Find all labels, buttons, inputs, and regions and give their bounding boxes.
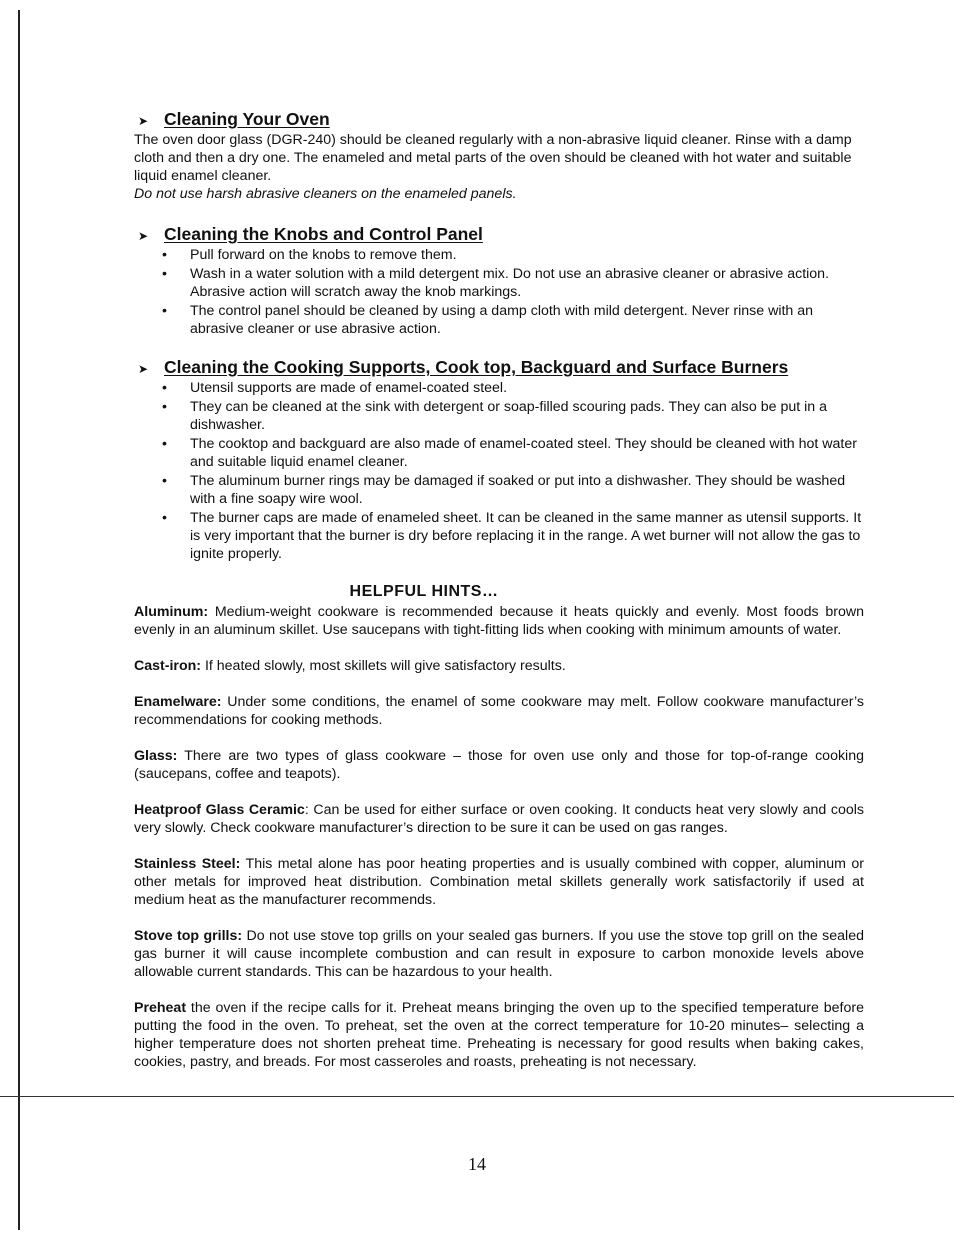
scan-horizontal-line: [0, 1096, 954, 1097]
hint-label: Cast-iron:: [134, 658, 201, 674]
section-heading: [134, 225, 864, 245]
section-cleaning-supports: [134, 358, 864, 563]
list-item-text: Utensil supports are made of enamel-coated steel.: [190, 380, 508, 396]
list-item: [134, 509, 864, 563]
list-item: [134, 246, 864, 264]
list-item: [134, 302, 864, 338]
section-title: Cleaning the Knobs and Control Panel: [164, 224, 483, 244]
hint-heatproof-glass-ceramic: [134, 801, 864, 837]
hint-text: Under some conditions, the enamel of some cookware may melt. Follow cookware manufacturer’s recommendations for cooking methods.: [134, 694, 864, 728]
section-heading: [134, 110, 864, 130]
section-cleaning-knobs: [134, 225, 864, 338]
list-item-text: The burner caps are made of enameled sheet. It can be cleaned in the same manner as utensil supports. It is very important that the burner is dry before replacing it in the range. A wet burner will not allow the gas to ignite properly.: [190, 510, 862, 562]
page-content: [134, 110, 864, 1089]
hint-stainless-steel: [134, 855, 864, 909]
hint-text: If heated slowly, most skillets will give satisfactory results.: [201, 658, 566, 674]
bullet-icon: •: [162, 303, 167, 319]
hint-aluminum: [134, 603, 864, 639]
hint-text: There are two types of glass cookware – those for oven use only and those for top-of-range cooking (saucepans, coffee and teapots).: [134, 748, 864, 782]
bullet-icon: •: [162, 510, 167, 526]
list-item: [134, 398, 864, 434]
hint-preheat: [134, 999, 864, 1071]
bullet-list: [134, 379, 864, 563]
arrow-bullet-icon: ➤: [138, 229, 149, 243]
list-item: [134, 379, 864, 397]
hint-enamelware: [134, 693, 864, 729]
bullet-list: [134, 246, 864, 338]
section-cleaning-oven: [134, 110, 864, 203]
section-heading: [134, 358, 864, 378]
hint-glass: [134, 747, 864, 783]
bullet-icon: •: [162, 399, 167, 415]
list-item-text: Wash in a water solution with a mild detergent mix. Do not use an abrasive cleaner or abrasive action. Abrasive action will scratch away the knob markings.: [190, 266, 830, 300]
arrow-bullet-icon: ➤: [138, 114, 149, 128]
paragraph: The oven door glass (DGR-240) should be cleaned regularly with a non-abrasive liquid cleaner. Rinse with a damp cloth and then a dry one. The enameled and metal parts of the oven should be cleaned with hot water and suitable liquid enamel cleaner.: [134, 132, 852, 184]
bullet-icon: •: [162, 266, 167, 282]
bullet-icon: •: [162, 380, 167, 396]
hint-stove-top-grills: [134, 927, 864, 981]
bullet-icon: •: [162, 473, 167, 489]
hint-label: Aluminum:: [134, 604, 209, 620]
section-title: Cleaning Your Oven: [164, 109, 330, 129]
hint-text: This metal alone has poor heating properties and is usually combined with copper, aluminum or other metals for improved heat distribution. Combination metal skillets generally work satisfactorily if used at medium heat as the manufacturer recommends.: [134, 856, 864, 908]
hint-text: Medium-weight cookware is recommended because it heats quickly and evenly. Most foods brown evenly in an aluminum skillet. Use saucepans with tight-fitting lids when cooking with minimum amounts of water.: [134, 604, 864, 638]
bullet-icon: •: [162, 247, 167, 263]
hint-cast-iron: [134, 657, 864, 675]
bullet-icon: •: [162, 436, 167, 452]
caution-note: Do not use harsh abrasive cleaners on the enameled panels.: [134, 186, 517, 202]
hint-text: the oven if the recipe calls for it. Preheat means bringing the oven up to the specified temperature before putting the food in the oven. To preheat, set the oven at the correct temperature for 10-20 minutes– selecting a higher temperature does not shorten preheat time. Preheating is necessary for good results when baking cakes, cookies, pastry, and breads. For most casseroles and roasts, preheating is not necessary.: [134, 1000, 864, 1070]
scan-edge-line: [18, 10, 20, 1230]
hint-label: Stove top grills:: [134, 928, 243, 944]
hint-label: Preheat: [134, 1000, 187, 1016]
hint-label: Enamelware:: [134, 694, 222, 710]
hint-label: Glass:: [134, 748, 178, 764]
list-item: [134, 265, 864, 301]
section-title: Cleaning the Cooking Supports, Cook top, Backguard and Surface Burners: [164, 357, 789, 377]
list-item: [134, 472, 864, 508]
hint-text: Do not use stove top grills on your sealed gas burners. If you use the stove top grill on the sealed gas burner it will cause incomplete combustion and can result in exposure to carbon monoxide levels above allowable current standards. This can be hazardous to your health.: [134, 928, 864, 980]
list-item-text: They can be cleaned at the sink with detergent or soap-filled scouring pads. They can also be put in a dishwasher.: [190, 399, 827, 433]
hint-label: Stainless Steel:: [134, 856, 241, 872]
list-item: [134, 435, 864, 471]
arrow-bullet-icon: ➤: [138, 362, 149, 376]
list-item-text: The aluminum burner rings may be damaged if soaked or put into a dishwasher. They should be washed with a fine soapy wire wool.: [190, 473, 846, 507]
list-item-text: Pull forward on the knobs to remove them.: [190, 247, 457, 263]
hint-text: : Can be used for either surface or oven cooking. It conducts heat very slowly and cools very slowly. Check cookware manufacturer’s direction to be sure it can be used on gas ranges.: [134, 802, 864, 836]
page-number: 14: [468, 1154, 486, 1174]
list-item-text: The cooktop and backguard are also made of enamel-coated steel. They should be cleaned with hot water and suitable liquid enamel cleaner.: [190, 436, 857, 470]
hints-title: HELPFUL HINTS…: [349, 583, 499, 600]
hint-label: Heatproof Glass Ceramic: [134, 802, 305, 818]
list-item-text: The control panel should be cleaned by using a damp cloth with mild detergent. Never rinse with an abrasive cleaner or use abrasive action.: [190, 303, 814, 337]
